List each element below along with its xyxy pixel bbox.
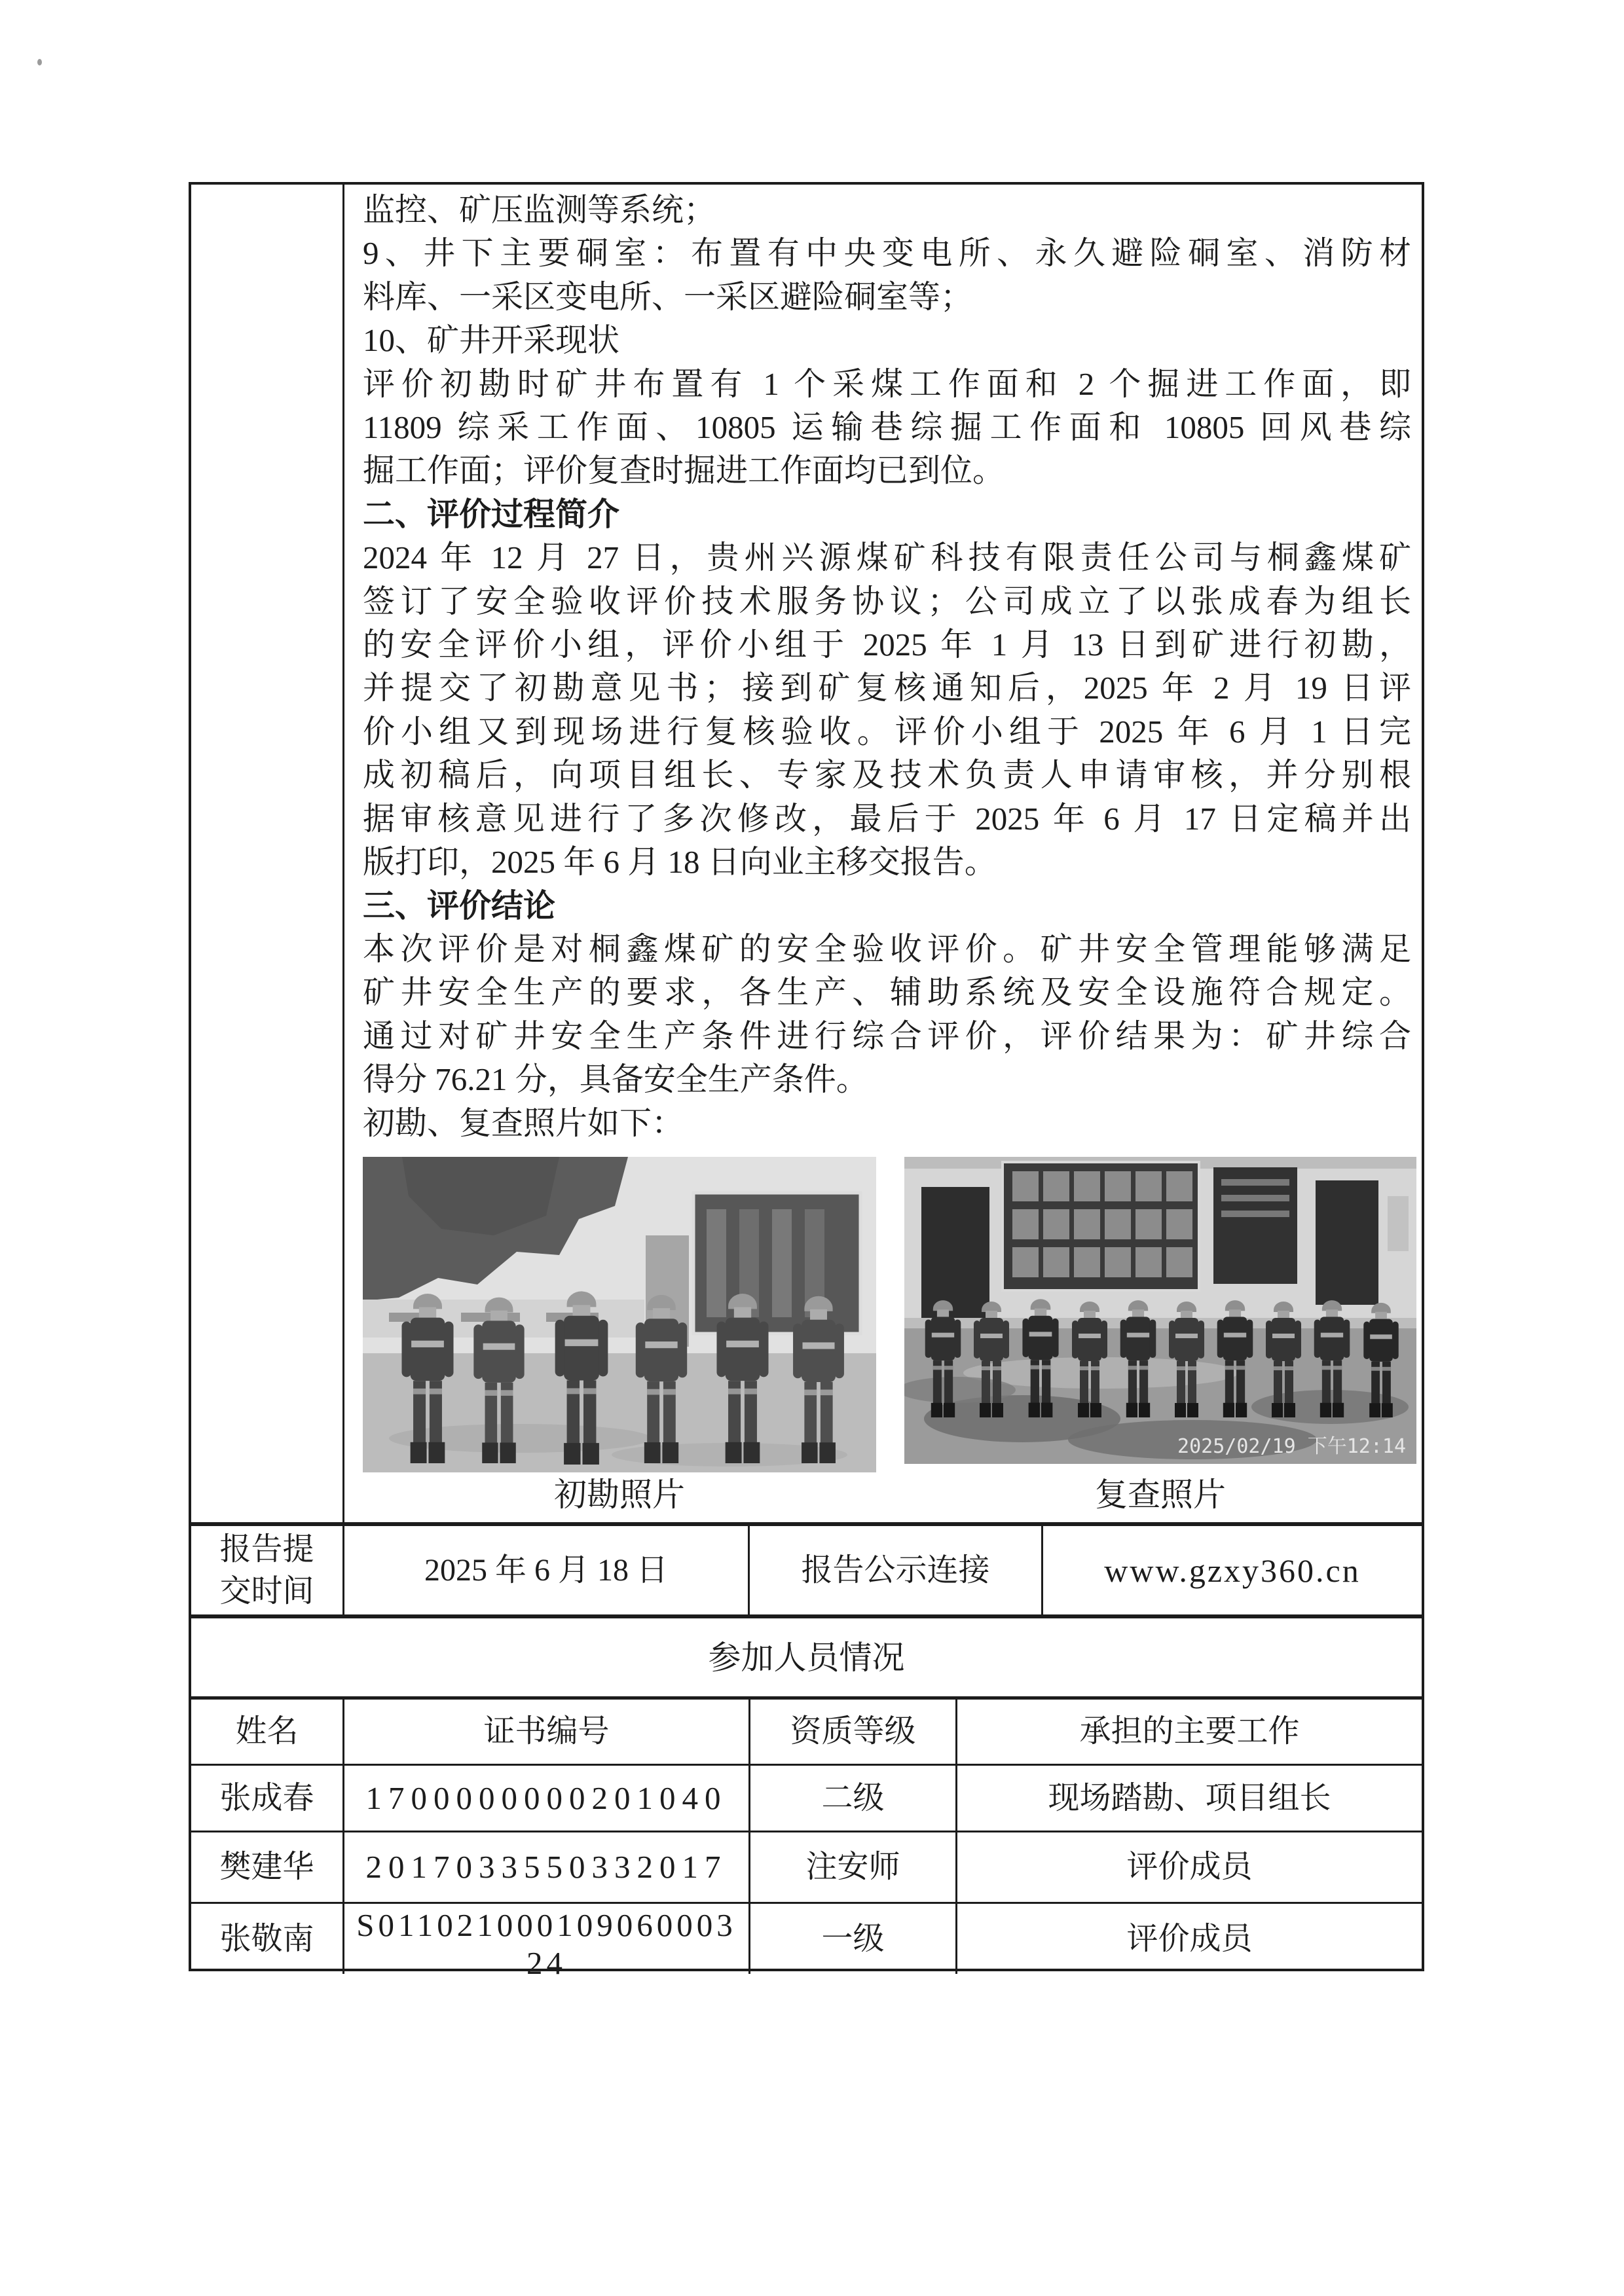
participant-duty: 评价成员: [1126, 1921, 1253, 1956]
caption-initial-survey: 初勘照片: [554, 1476, 685, 1513]
participant-cert: 1700000000201040: [344, 1766, 750, 1831]
content-row: [191, 185, 1422, 1522]
report-table: [189, 182, 1424, 1981]
section-heading-process: 二、评价过程简介: [363, 496, 620, 532]
participant-duty: 评价成员: [1126, 1850, 1253, 1884]
participant-cert: 2017033550332017: [344, 1832, 750, 1902]
participant-cert: [344, 1904, 750, 1981]
scan-artifact-dot: [37, 59, 42, 65]
participant-level: 注安师: [750, 1832, 957, 1902]
content-line: 并提交了初勘意见书；接到矿复核通知后，2025 年 2 月 19 日评: [363, 670, 1411, 706]
content-line: 掘工作面；评价复查时掘进工作面均已到位。: [363, 452, 1005, 489]
participant-level: 一级: [750, 1904, 957, 1974]
content-line: 10、矿井开采现状: [363, 322, 620, 359]
content-line: 版打印，2025 年 6 月 18 日向业主移交报告。: [363, 844, 997, 881]
caption-review: 复查照片: [1095, 1476, 1226, 1513]
report-submit-date: 2025 年 6 月 18 日: [344, 1526, 750, 1614]
participants-header-row: [191, 1696, 1422, 1764]
content-text-block: [363, 189, 1411, 1145]
participant-level: 二级: [750, 1766, 957, 1831]
photo-review: [904, 1157, 1416, 1464]
participant-cert-line2: 24: [526, 1944, 566, 1981]
content-line: 据审核意见进行了多次修改，最后于 2025 年 6 月 17 日定稿并出: [363, 800, 1411, 837]
participant-name: 樊建华: [191, 1832, 344, 1902]
report-content-cell: [344, 185, 1422, 1522]
content-line: 本次评价是对桐鑫煤矿的安全验收评价。矿井安全管理能够满足: [363, 930, 1411, 967]
participant-name: 张敬南: [191, 1904, 344, 1974]
participants-title-row: [191, 1614, 1422, 1696]
header-name: 姓名: [191, 1700, 344, 1764]
section-heading-conclusion: 三、评价结论: [363, 887, 556, 924]
content-line: 2024 年 12 月 27 日，贵州兴源煤矿科技有限责任公司与桐鑫煤矿: [363, 539, 1411, 576]
content-line: 签订了安全验收评价技术服务协议；公司成立了以张成春为组长: [363, 583, 1411, 619]
content-line: 初勘、复查照片如下：: [363, 1104, 684, 1141]
report-meta-row: [191, 1522, 1422, 1614]
participant-name: 张成春: [191, 1766, 344, 1831]
report-link-label: 报告公示连接: [750, 1526, 1043, 1614]
content-line: 的安全评价小组，评价小组于 2025 年 1 月 13 日到矿进行初勘，: [363, 627, 1411, 663]
participant-cert-line1: S011021000109060003: [356, 1906, 737, 1943]
report-submit-label: 报告提交时间: [191, 1526, 344, 1614]
content-line: 9、井下主要硐室：布置有中央变电所、永久避险硐室、消防材: [363, 235, 1411, 272]
photo-strip: [363, 1157, 1416, 1472]
header-main-duty: 承担的主要工作: [1079, 1714, 1300, 1749]
content-line: 得分 76.21 分，具备安全生产条件。: [363, 1061, 868, 1098]
content-line: 矿井安全生产的要求，各生产、辅助系统及安全设施符合规定。: [363, 974, 1411, 1011]
participants-title: 参加人员情况: [708, 1639, 905, 1676]
participant-duty: 现场踏勘、项目组长: [1048, 1780, 1331, 1815]
content-line: 通过对矿井安全生产条件进行综合评价，评价结果为：矿井综合: [363, 1017, 1411, 1054]
content-line: 成初稿后，向项目组长、专家及技术负责人申请审核，并分别根: [363, 757, 1411, 793]
content-line: 价小组又到现场进行复核验收。评价小组于 2025 年 6 月 1 日完: [363, 713, 1411, 750]
participant-row: [191, 1831, 1422, 1902]
report-link-url: www.gzxy360.cn: [1104, 1552, 1361, 1589]
photo-captions: [363, 1476, 1416, 1514]
participant-row: [191, 1902, 1422, 1981]
header-qualification-level: 资质等级: [750, 1700, 957, 1764]
participant-row: [191, 1764, 1422, 1831]
photo-initial-survey: [363, 1157, 876, 1472]
content-line: 料库、一采区变电所、一采区避险硐室等；: [363, 278, 973, 315]
content-line: 11809 综采工作面、10805 运输巷综掘工作面和 10805 回风巷综: [363, 409, 1411, 446]
content-line: 监控、矿压监测等系统；: [363, 192, 716, 228]
photo-timestamp: 2025/02/19 下午12:14: [1177, 1435, 1406, 1458]
content-line: 评价初勘时矿井布置有 1 个采煤工作面和 2 个掘进工作面，即: [363, 365, 1411, 402]
empty-side-cell: [191, 185, 344, 1522]
header-cert-number: 证书编号: [344, 1700, 750, 1764]
